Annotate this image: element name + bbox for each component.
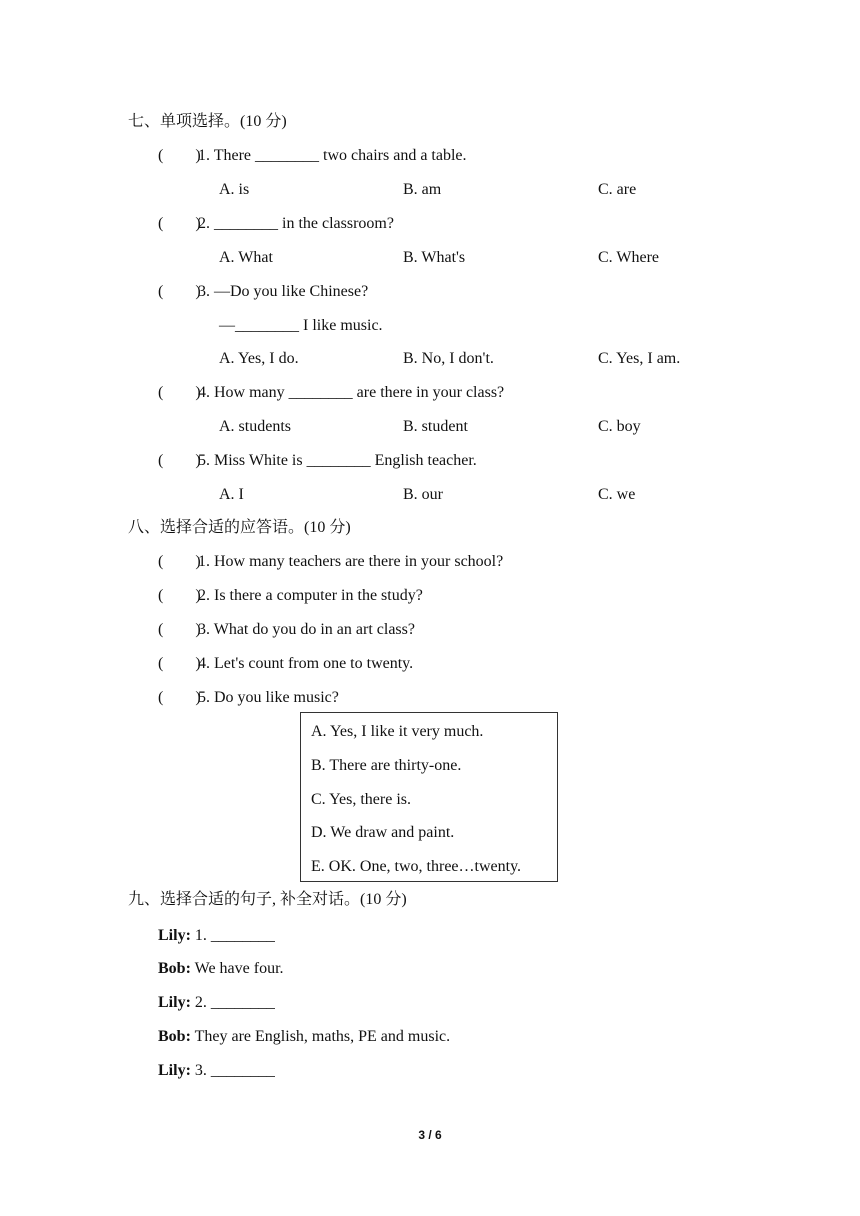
- option-c[interactable]: C. boy: [598, 418, 641, 435]
- section-9-title: 九、选择合适的句子, 补全对话。(10 分): [128, 891, 407, 908]
- question-text: 2. ________ in the classroom?: [198, 215, 394, 232]
- question-text: 3. —Do you like Chinese?: [198, 283, 369, 300]
- question-text: 4. How many ________ are there in your class?: [198, 384, 505, 401]
- answer-blank[interactable]: ( ): [158, 553, 201, 570]
- speaker-name: Lily:: [158, 1062, 191, 1079]
- answer-blank[interactable]: ( ): [158, 689, 201, 706]
- option-a[interactable]: A. What: [219, 249, 273, 266]
- dialogue-text: We have four.: [190, 960, 284, 977]
- option-c[interactable]: C. are: [598, 181, 637, 198]
- speaker-name: Bob:: [158, 1028, 191, 1045]
- section-8-title: 八、选择合适的应答语。(10 分): [128, 519, 351, 536]
- option-b[interactable]: B. No, I don't.: [403, 350, 494, 367]
- answer-option-b: B. There are thirty-one.: [311, 757, 462, 774]
- answer-option-e: E. OK. One, two, three…twenty.: [311, 858, 522, 875]
- option-c[interactable]: C. we: [598, 486, 636, 503]
- option-a[interactable]: A. Yes, I do.: [219, 350, 299, 367]
- question-text: 2. Is there a computer in the study?: [198, 587, 423, 604]
- dialogue-text: They are English, maths, PE and music.: [190, 1028, 451, 1045]
- dialogue-text: 3. ________: [190, 1062, 275, 1079]
- dialogue-line: [158, 1061, 275, 1081]
- option-b[interactable]: B. am: [403, 181, 442, 198]
- answer-option-a: A. Yes, I like it very much.: [311, 723, 484, 740]
- option-c[interactable]: C. Yes, I am.: [598, 350, 681, 367]
- question-text: 1. How many teachers are there in your school?: [198, 553, 504, 570]
- option-b[interactable]: B. What's: [403, 249, 466, 266]
- question-text: 1. There ________ two chairs and a table.: [198, 147, 467, 164]
- page-number: 3 / 6: [418, 1128, 442, 1142]
- option-a[interactable]: A. is: [219, 181, 250, 198]
- answer-option-d: D. We draw and paint.: [311, 824, 455, 841]
- speaker-name: Lily:: [158, 927, 191, 944]
- answer-option-c: C. Yes, there is.: [311, 791, 412, 808]
- option-b[interactable]: B. student: [403, 418, 468, 435]
- option-a[interactable]: A. students: [219, 418, 291, 435]
- question-subline: —________ I like music.: [219, 317, 383, 334]
- answer-blank[interactable]: ( ): [158, 147, 201, 164]
- question-text: 4. Let's count from one to twenty.: [198, 655, 414, 672]
- speaker-name: Bob:: [158, 960, 191, 977]
- section-7-title: 七、单项选择。(10 分): [128, 113, 287, 130]
- dialogue-line: [158, 993, 275, 1013]
- answer-blank[interactable]: ( ): [158, 452, 201, 469]
- answer-blank[interactable]: ( ): [158, 384, 201, 401]
- answer-blank[interactable]: ( ): [158, 655, 201, 672]
- option-c[interactable]: C. Where: [598, 249, 660, 266]
- question-text: 5. Do you like music?: [198, 689, 339, 706]
- dialogue-line: [158, 959, 284, 979]
- answer-options-box: [300, 712, 558, 882]
- dialogue-line: [158, 926, 275, 946]
- answer-blank[interactable]: ( ): [158, 621, 201, 638]
- question-text: 3. What do you do in an art class?: [198, 621, 415, 638]
- dialogue-text: 2. ________: [190, 994, 275, 1011]
- speaker-name: Lily:: [158, 994, 191, 1011]
- answer-blank[interactable]: ( ): [158, 215, 201, 232]
- option-a[interactable]: A. I: [219, 486, 244, 503]
- dialogue-text: 1. ________: [190, 927, 275, 944]
- answer-blank[interactable]: ( ): [158, 283, 201, 300]
- question-text: 5. Miss White is ________ English teacher.: [198, 452, 477, 469]
- answer-blank[interactable]: ( ): [158, 587, 201, 604]
- option-b[interactable]: B. our: [403, 486, 443, 503]
- dialogue-line: [158, 1027, 450, 1047]
